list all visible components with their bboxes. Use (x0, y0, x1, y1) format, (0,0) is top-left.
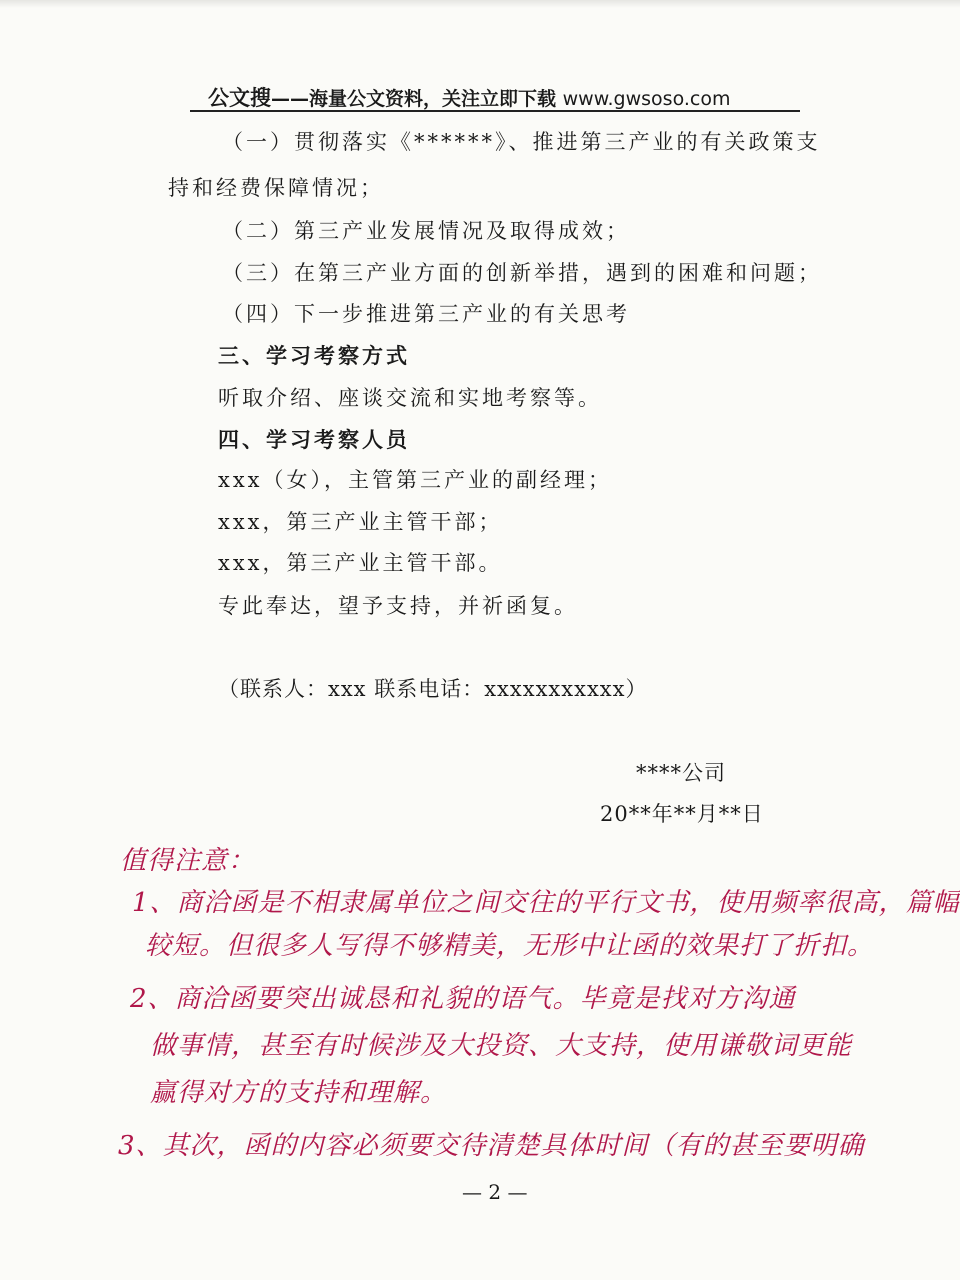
section4-title: 四、学习考察人员 (218, 428, 410, 452)
header-tagline: ——海量公文资料，关注立即下载 (271, 88, 557, 110)
signature: ****公司 (636, 761, 726, 785)
page-header (208, 82, 731, 112)
handwritten-line: 做事情，甚至有时候涉及大投资、大支持，使用谦敬词更能 (150, 1031, 853, 1061)
person-3: xxx，第三产业主管干部。 (218, 551, 503, 575)
date: 20**年**月**日 (600, 802, 764, 826)
item-3: （三）在第三产业方面的创新举措，遇到的困难和问题； (222, 261, 822, 285)
contact-info: （联系人：xxx 联系电话：xxxxxxxxxxx） (218, 677, 648, 701)
header-brand: 公文搜 (208, 86, 271, 110)
item-1-cont: 持和经费保障情况； (168, 176, 384, 200)
closing-text: 专此奉达，望予支持，并祈函复。 (218, 594, 578, 618)
item-4: （四）下一步推进第三产业的有关思考 (222, 302, 630, 326)
person-1: xxx（女），主管第三产业的副经理； (218, 468, 613, 492)
item-2: （二）第三产业发展情况及取得成效； (222, 219, 630, 243)
header-url: www.gwsoso.com (562, 88, 731, 110)
handwritten-title: 值得注意： (120, 846, 256, 876)
page-number: — 2 — (462, 1180, 528, 1204)
handwritten-line: 较短。但很多人写得不够精美，无形中让函的效果打了折扣。 (145, 931, 875, 961)
item-1: （一）贯彻落实《******》、推进第三产业的有关政策支 (222, 130, 821, 154)
section3-title: 三、学习考察方式 (218, 344, 410, 368)
handwritten-line: 3、其次，函的内容必须要交待清楚具体时间（有的甚至要明确 (118, 1131, 865, 1161)
handwritten-line: 1、商洽函是不相隶属单位之间交往的平行文书，使用频率很高，篇幅 (132, 888, 960, 918)
handwritten-line: 赢得对方的支持和理解。 (150, 1078, 448, 1108)
handwritten-line: 2、商洽函要突出诚恳和礼貌的语气。毕竟是找对方沟通 (130, 984, 796, 1014)
person-2: xxx，第三产业主管干部； (218, 510, 503, 534)
section3-text: 听取介绍、座谈交流和实地考察等。 (218, 386, 602, 410)
scan-edge (0, 0, 960, 8)
header-divider (190, 110, 800, 112)
